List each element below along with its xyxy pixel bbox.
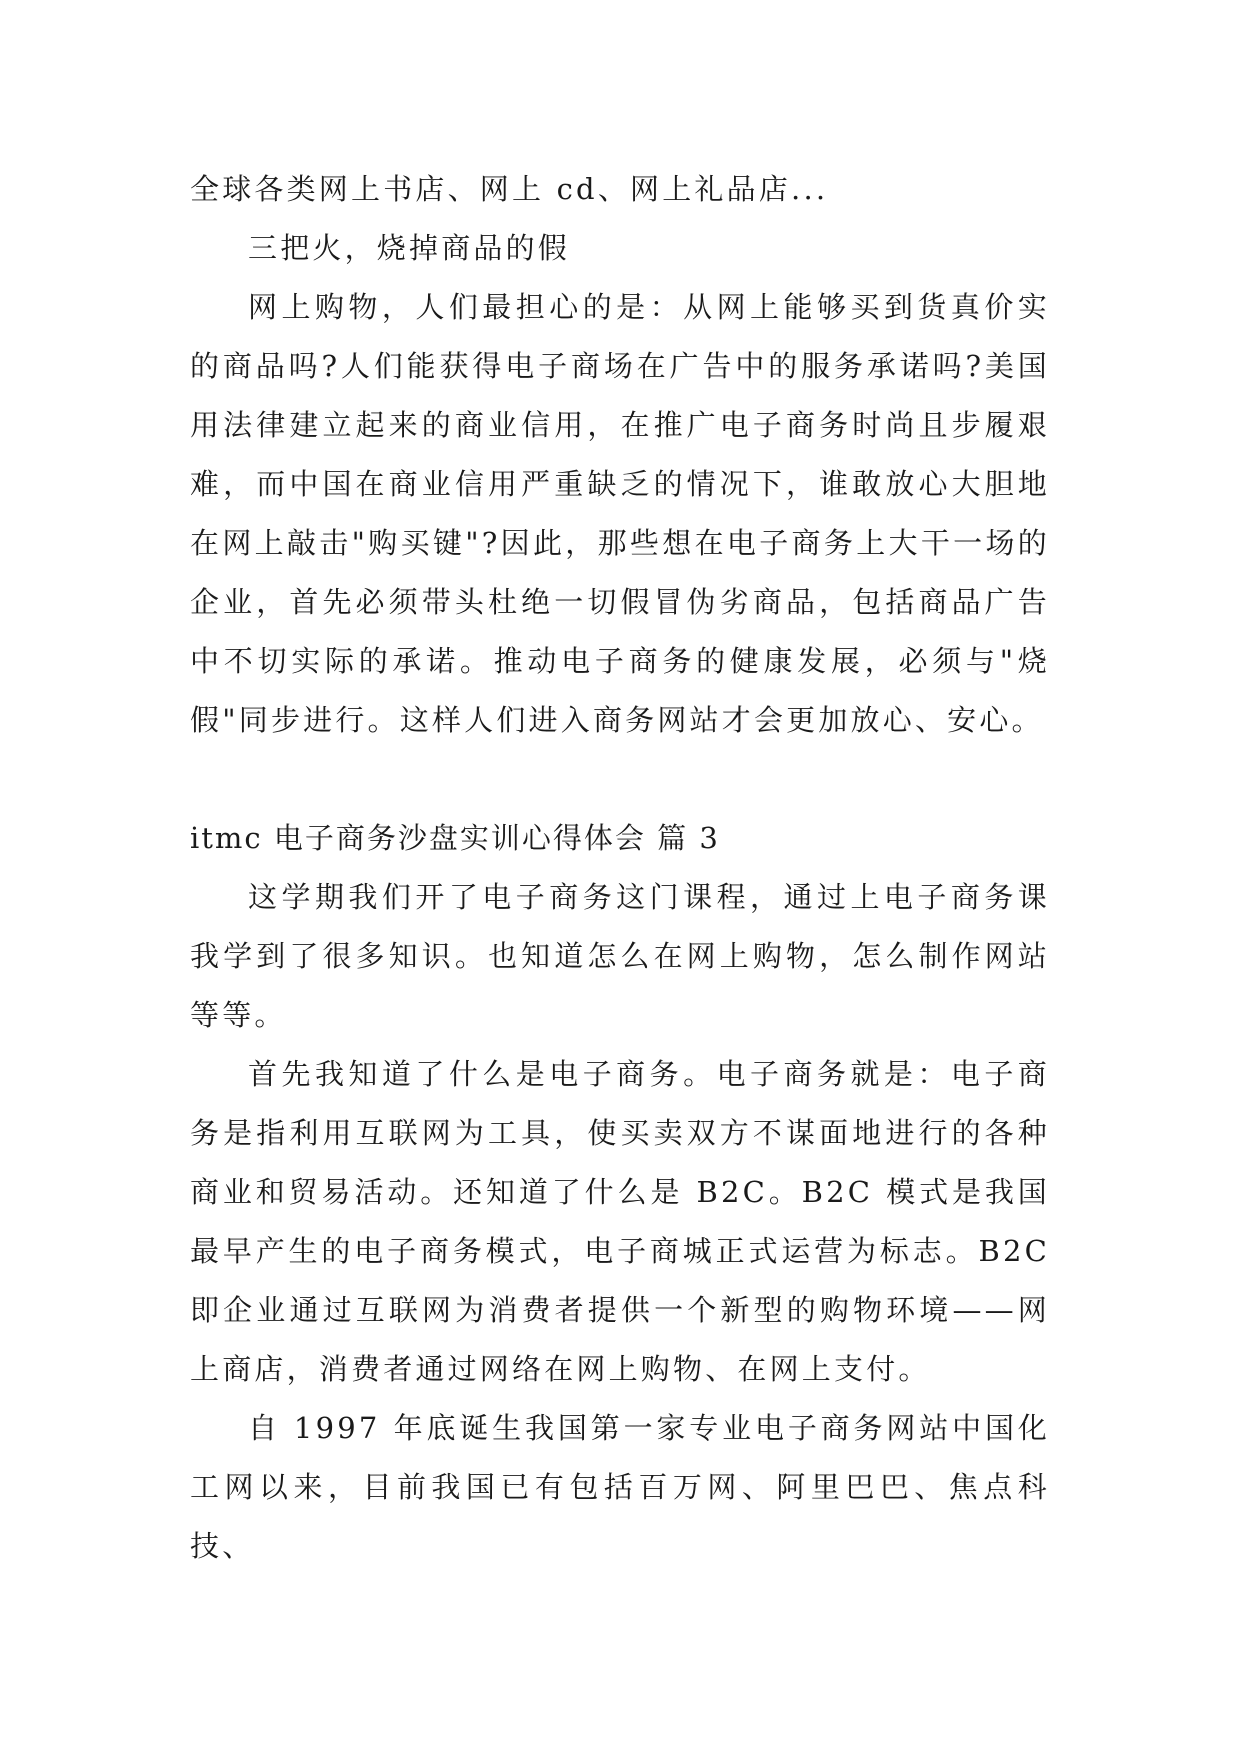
paragraph-course-intro: 这学期我们开了电子商务这门课程，通过上电子商务课我学到了很多知识。也知道怎么在网上购物，怎么制作网站等等。 [190,880,1050,1032]
paragraph-online-shopping-trust: 网上购物，人们最担心的是：从网上能够买到货真价实的商品吗?人们能获得电子商场在广告中的服务承诺吗?美国用法律建立起来的商业信用，在推广电子商务时尚且步履艰难，而中国在商业信用严重缺乏的情况下，谁敢放心大胆地在网上敲击"购买键"?因此，那些想在电子商务上大干一场的企业，首先必须带头杜绝一切假冒伪劣商品，包括商品广告中不切实际的承诺。推动电子商务的健康发展，必须与"烧假"同步进行。这样人们进入商务网站才会更加放心、安心。 [190,290,1050,737]
document-body [190,160,1050,1576]
section-title: itmc 电子商务沙盘实训心得体会 篇 3 [190,821,720,855]
paragraph-ecommerce-definition: 首先我知道了什么是电子商务。电子商务就是：电子商务是指利用互联网为工具，使买卖双方不谋面地进行的各种商业和贸易活动。还知道了什么是 B2C。B2C 模式是我国最早产生的电子商务模式，电子商城正式运营为标志。B2C 即企业通过互联网为消费者提供一个新型的购物环境——网上商店，消费者通过网络在网上购物、在网上支付。 [190,1057,1050,1386]
paragraph-history: 自 1997 年底诞生我国第一家专业电子商务网站中国化工网以来，目前我国已有包括百万网、阿里巴巴、焦点科技、 [190,1411,1050,1563]
paragraph-bookstores: 全球各类网上书店、网上 cd、网上礼品店... [190,172,829,206]
paragraph-three-fires-heading: 三把火，烧掉商品的假 [248,231,571,265]
